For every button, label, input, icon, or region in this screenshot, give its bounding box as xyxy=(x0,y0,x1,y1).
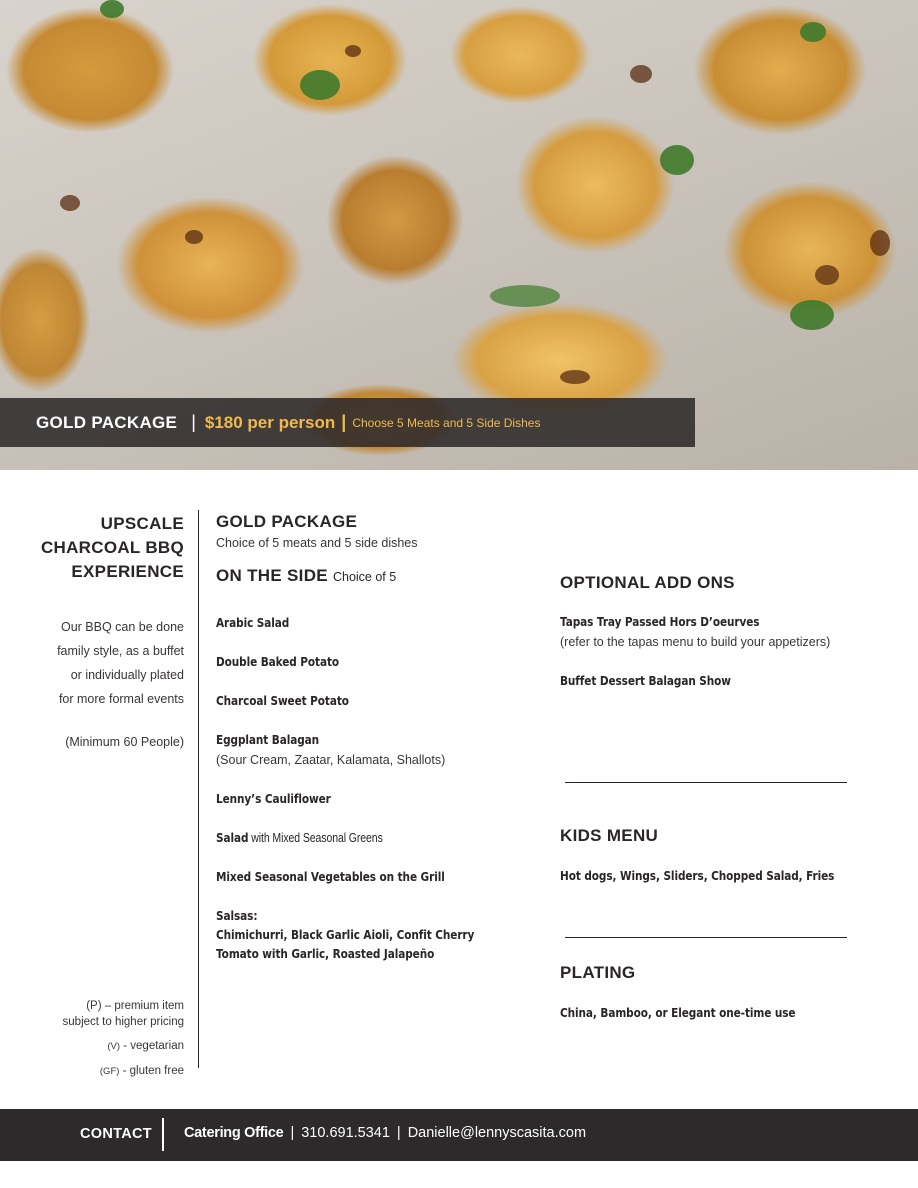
service-description xyxy=(20,615,184,711)
herb-garnish xyxy=(100,0,124,18)
side-item: Eggplant Balagan xyxy=(216,732,320,747)
description-line: family style, as a buffet xyxy=(57,644,184,658)
footer-separator: | xyxy=(290,1125,295,1141)
plating-heading: PLATING xyxy=(560,963,636,982)
footer-separator: | xyxy=(396,1125,401,1141)
side-item xyxy=(216,830,383,845)
addon-item-note: (refer to the tapas menu to build your appetizers) xyxy=(560,635,831,649)
legend-gluten-free xyxy=(20,1063,184,1080)
roast-mark xyxy=(345,45,361,57)
legend-premium xyxy=(20,998,184,1014)
legend-premium-note: subject to higher pricing xyxy=(62,1016,184,1028)
phone-link[interactable]: 310.691.5341 xyxy=(301,1125,390,1141)
title-line: CHARCOAL BBQ xyxy=(40,538,184,557)
premium-icon: (P) xyxy=(86,1000,102,1012)
roast-mark xyxy=(870,230,890,256)
description-line: Our BBQ can be done xyxy=(61,620,184,634)
roast-mark xyxy=(630,65,652,83)
salsas-list: Chimichurri, Black Garlic Aioli, Confit Cherry xyxy=(216,927,475,942)
legend-text: – premium item xyxy=(101,1000,184,1012)
kids-menu-items: Hot dogs, Wings, Sliders, Chopped Salad, Fries xyxy=(560,868,835,883)
sides-choice-count: Choice of 5 xyxy=(332,570,397,584)
side-item: Arabic Salad xyxy=(216,615,290,630)
herb-garnish xyxy=(800,22,826,42)
left-column xyxy=(20,512,184,749)
plating-options: China, Bamboo, or Elegant one-time use xyxy=(560,1005,796,1020)
side-item-detail: with Mixed Seasonal Greens xyxy=(248,831,383,845)
roast-mark xyxy=(560,370,590,384)
herb-garnish xyxy=(660,145,694,175)
addons-heading: OPTIONAL ADD ONS xyxy=(560,573,735,592)
banner-separator: | xyxy=(191,412,196,432)
side-item: Charcoal Sweet Potato xyxy=(216,693,349,708)
description-line: for more formal events xyxy=(58,692,184,706)
banner-package-name: GOLD PACKAGE xyxy=(36,412,178,432)
vegetarian-icon: (V) xyxy=(107,1041,121,1052)
contact-footer xyxy=(0,1109,918,1161)
salsas-list: Tomato with Garlic, Roasted Jalapeño xyxy=(216,946,435,961)
dietary-legend xyxy=(20,998,184,1088)
catering-office-label: Catering Office xyxy=(184,1125,284,1141)
email-link[interactable]: Danielle@lennyscasita.com xyxy=(407,1125,587,1141)
section-divider xyxy=(565,782,847,783)
section-divider xyxy=(565,937,847,938)
legend-text: - gluten free xyxy=(119,1065,184,1077)
description-line: or individually plated xyxy=(70,668,184,682)
banner-choice-text: Choose 5 Meats and 5 Side Dishes xyxy=(352,415,541,430)
footer-divider xyxy=(162,1118,164,1151)
roast-mark xyxy=(185,230,203,244)
side-item: Double Baked Potato xyxy=(216,654,340,669)
package-heading: GOLD PACKAGE xyxy=(216,512,358,531)
sides-heading-text: ON THE SIDE xyxy=(216,566,328,585)
banner-price: $180 per person xyxy=(204,412,336,432)
herb-garnish xyxy=(490,285,560,307)
side-item-name: Salad xyxy=(216,830,249,845)
herb-garnish xyxy=(300,70,340,100)
salsas-label: Salsas: xyxy=(216,908,258,923)
hero-food-photo xyxy=(0,0,918,470)
roast-mark xyxy=(60,195,80,211)
addon-item: Buffet Dessert Balagan Show xyxy=(560,673,731,688)
addon-item: Tapas Tray Passed Hors D’oeurves xyxy=(560,614,760,629)
legend-text: - vegetarian xyxy=(120,1040,184,1052)
minimum-guests: (Minimum 60 People) xyxy=(65,735,184,749)
banner-separator: | xyxy=(341,412,347,432)
side-item: Mixed Seasonal Vegetables on the Grill xyxy=(216,869,445,884)
gluten-free-icon: (GF) xyxy=(99,1066,120,1077)
kids-menu-heading: KIDS MENU xyxy=(560,826,659,845)
title-line: EXPERIENCE xyxy=(71,562,184,581)
sides-column xyxy=(216,512,546,972)
roast-mark xyxy=(815,265,839,285)
title-line: UPSCALE xyxy=(100,514,184,533)
experience-title xyxy=(20,512,184,584)
package-banner xyxy=(0,398,695,447)
contact-label: CONTACT xyxy=(80,1126,152,1142)
sides-heading xyxy=(216,566,546,586)
legend-vegetarian xyxy=(20,1038,184,1055)
contact-info xyxy=(184,1125,586,1141)
herb-garnish xyxy=(790,300,834,330)
side-item: Lenny’s Cauliflower xyxy=(216,791,331,806)
column-divider xyxy=(198,510,199,1068)
side-item-note: (Sour Cream, Zaatar, Kalamata, Shallots) xyxy=(216,753,446,767)
package-subheading: Choice of 5 meats and 5 side dishes xyxy=(216,536,418,550)
